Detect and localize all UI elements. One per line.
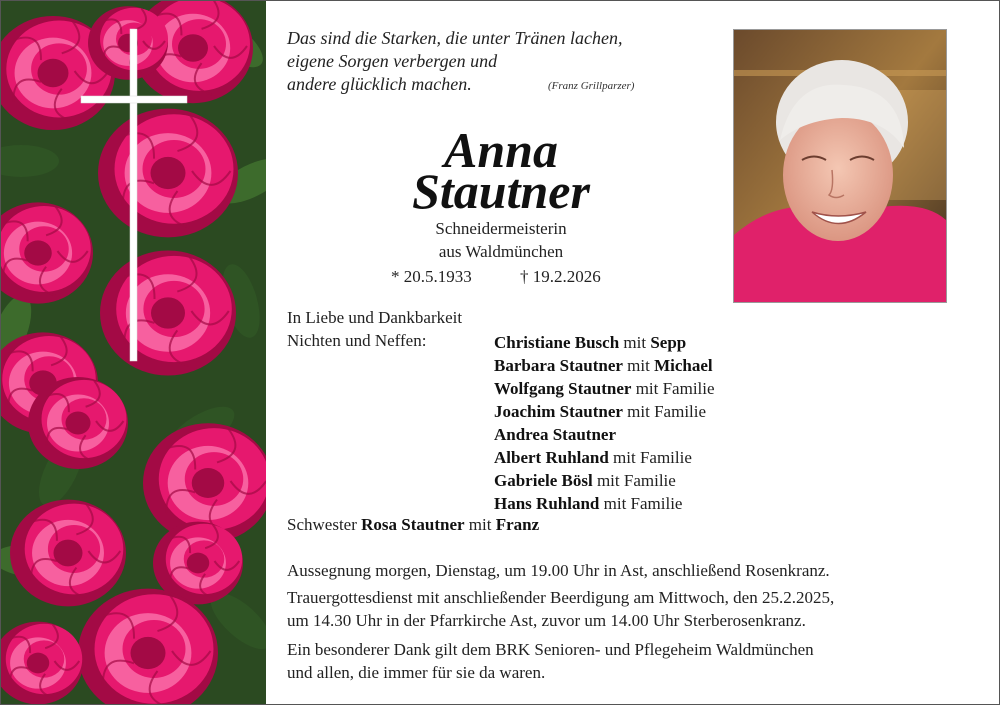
relation-label: Nichten und Neffen: <box>287 331 427 350</box>
obituary-content <box>266 1 999 704</box>
sister-link: mit <box>464 515 496 534</box>
quote <box>287 27 707 96</box>
mourner-name: Barbara Stautner <box>494 356 623 375</box>
mourner-name: Andrea Stautner <box>494 425 616 444</box>
notice-line: Ein besonderer Dank gilt dem BRK Senioren- und Pflegeheim Waldmünchen <box>287 640 814 659</box>
rose-blossom <box>28 377 128 469</box>
mourner-row <box>494 377 715 400</box>
mourner-name: Christiane Busch <box>494 333 620 352</box>
birth-date: * 20.5.1933 <box>391 267 472 286</box>
mourner-row <box>494 492 715 515</box>
mourners-intro: In Liebe und Dankbarkeit <box>287 308 463 327</box>
mourner-row <box>494 400 715 423</box>
deceased-origin: aus Waldmünchen <box>438 242 564 261</box>
mourner-name: Gabriele Bösl <box>494 471 593 490</box>
sister-line <box>287 515 539 535</box>
sister-label: Schwester <box>287 515 362 534</box>
roses-image <box>1 1 266 704</box>
quote-author: (Franz Grillparzer) <box>548 80 635 92</box>
portrait-illustration <box>734 30 946 302</box>
mourner-link: mit Familie <box>592 471 676 490</box>
deceased-profession: Schneidermeisterin <box>435 219 567 238</box>
rose-blossom <box>98 109 238 238</box>
notice-line: um 14.30 Uhr in der Pfarrkirche Ast, zuvor um 14.00 Uhr Sterberosenkranz. <box>287 611 806 630</box>
mourner-name: Hans Ruhland <box>494 494 600 513</box>
notice-line: und allen, die immer für sie da waren. <box>287 663 546 682</box>
mourner-partner: Sepp <box>650 333 687 352</box>
mourners-list <box>494 331 715 515</box>
mourner-row <box>494 354 715 377</box>
portrait-photo <box>733 29 947 303</box>
mourner-name: Joachim Stautner <box>494 402 623 421</box>
sister-partner: Franz <box>495 515 540 534</box>
quote-line: Das sind die Starken, die unter Tränen lachen, <box>287 28 623 48</box>
deceased-first-name: Anna <box>444 122 558 178</box>
mourner-link: mit <box>619 333 651 352</box>
death-date: † 19.2.2026 <box>520 267 601 286</box>
thanks-notice <box>287 638 987 684</box>
mourner-link: mit Familie <box>608 448 692 467</box>
sister-name: Rosa Stautner <box>361 515 465 534</box>
mourner-row <box>494 331 715 354</box>
mourner-partner: Michael <box>654 356 713 375</box>
notice-line: Aussegnung morgen, Dienstag, um 19.00 Uhr in Ast, anschließend Rosenkranz. <box>287 561 830 580</box>
mourner-link: mit Familie <box>622 402 707 421</box>
mourner-link: mit Familie <box>631 379 715 398</box>
service-notice <box>287 586 987 632</box>
notice-line: Trauergottesdienst mit anschließender Beerdigung am Mittwoch, den 25.2.2025, <box>287 588 835 607</box>
rose-blossom <box>88 6 168 80</box>
quote-line: andere glücklich machen. <box>287 74 472 94</box>
mourner-row <box>494 446 715 469</box>
mourner-name: Albert Ruhland <box>494 448 609 467</box>
deceased-last-name: Stautner <box>412 163 590 219</box>
rose-blossom <box>10 500 126 607</box>
mourner-link: mit <box>622 356 655 375</box>
mourner-row <box>494 469 715 492</box>
quote-line: eigene Sorgen verbergen und <box>287 51 498 71</box>
mourner-link: mit Familie <box>599 494 683 513</box>
mourner-name: Wolfgang Stautner <box>494 379 632 398</box>
rose-blossom <box>100 250 236 375</box>
blessing-notice <box>287 559 987 582</box>
mourner-row <box>494 423 715 446</box>
roses-illustration <box>1 1 266 704</box>
